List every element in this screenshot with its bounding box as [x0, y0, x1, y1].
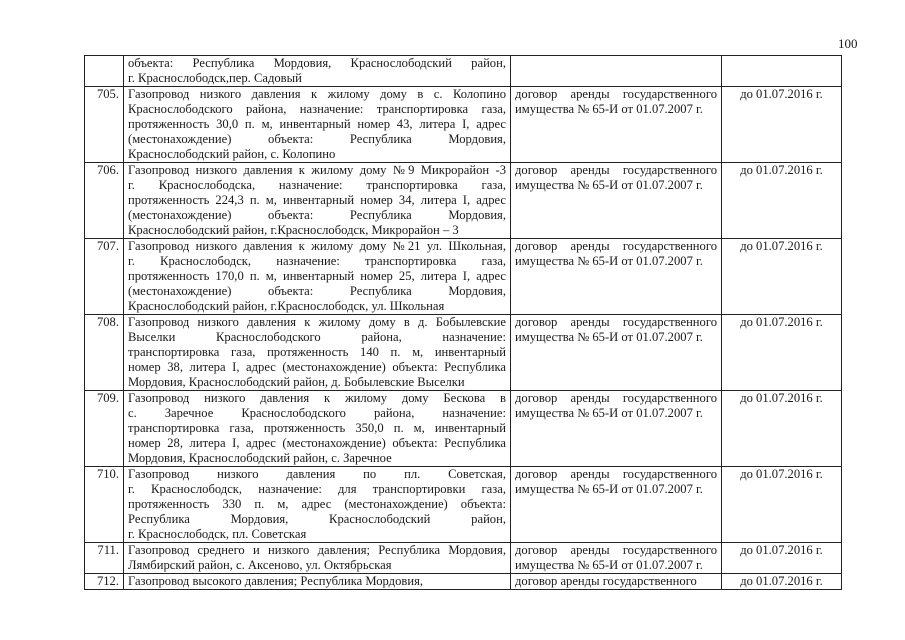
contract-basis [511, 315, 722, 391]
description-line: номер 28, литера I, адрес (местонахождение) объекта: Республика [128, 436, 506, 450]
basis-line: имущества № 65-И от 01.07.2007 г. [515, 178, 703, 192]
description-line: г. Краснослободск, назначение: для транспортировки газа, [128, 482, 506, 496]
term-date: до 01.07.2016 г. [722, 239, 842, 315]
description-line: г. Краснослободск,пер. Садовый [128, 71, 302, 85]
description-line: Краснослободский район, г.Краснослободск, ул. Школьная [128, 299, 445, 313]
contract-basis [511, 391, 722, 467]
basis-line: договор аренды государственного [515, 87, 717, 101]
row-number: 709. [85, 391, 124, 467]
term-date: до 01.07.2016 г. [722, 163, 842, 239]
object-description [124, 467, 511, 543]
description-line: Краснослободский район, г.Краснослободск, Микрорайон – 3 [128, 223, 459, 237]
description-line: Мордовия, Краснослободский район, д. Бобылевские Выселки [128, 375, 465, 389]
object-description [124, 239, 511, 315]
description-line: Республика Мордовия, Краснослободский район, [128, 512, 506, 526]
basis-line: имущества № 65-И от 01.07.2007 г. [515, 558, 703, 572]
basis-line: договор аренды государственного [515, 315, 717, 329]
object-description [124, 574, 511, 590]
description-line: г. Краснослободска, назначение: транспортировка газа, [128, 178, 506, 192]
description-line: Газопровод низкого давления по пл. Советская, [128, 467, 506, 481]
table-row [85, 163, 842, 239]
object-description [124, 56, 511, 87]
description-line: Газопровод среднего и низкого давления; Республика Мордовия, [128, 543, 506, 557]
contract-basis [511, 163, 722, 239]
description-line: Газопровод низкого давления к жилому дому №21 ул. Школьная, [128, 239, 506, 253]
description-line: транспортировка газа, протяженность 350,0 п. м, инвентарный [128, 421, 506, 435]
description-line: (местонахождение) объекта: Республика Мордовия, [128, 284, 506, 298]
table-row [85, 543, 842, 574]
table-row [85, 467, 842, 543]
description-line: Выселки Краснослободского района, назначение: [128, 330, 506, 344]
term-date: до 01.07.2016 г. [722, 87, 842, 163]
description-line: объекта: Республика Мордовия, Краснослободский район, [128, 56, 506, 70]
description-line: (местонахождение) объекта: Республика Мордовия, [128, 132, 506, 146]
row-number: 708. [85, 315, 124, 391]
description-line: протяженность 224,3 п. м, инвентарный номер 34, литера I, адрес [128, 193, 506, 207]
description-line: Краснослободский район, с. Колопино [128, 147, 336, 161]
contract-basis [511, 239, 722, 315]
basis-line: имущества № 65-И от 01.07.2007 г. [515, 254, 703, 268]
basis-line: имущества № 65-И от 01.07.2007 г. [515, 482, 703, 496]
term-date [722, 56, 842, 87]
page-number: 100 [838, 36, 858, 51]
term-date: до 01.07.2016 г. [722, 543, 842, 574]
table-row [85, 574, 842, 590]
contract-basis [511, 87, 722, 163]
row-number [85, 56, 124, 87]
description-line: Мордовия, Краснослободский район, с. Заречное [128, 451, 392, 465]
description-line: Газопровод низкого давления к жилому дому в с. Колопино [128, 87, 506, 101]
registry-body [85, 56, 842, 590]
description-line: г. Краснослободск, назначение: транспортировка газа, [128, 254, 506, 268]
basis-line: имущества № 65-И от 01.07.2007 г. [515, 330, 703, 344]
table-row [85, 391, 842, 467]
basis-line: имущества № 65-И от 01.07.2007 г. [515, 102, 703, 116]
description-line: протяженность 170,0 п. м, инвентарный номер 25, литера I, адрес [128, 269, 506, 283]
description-line: (местонахождение) объекта: Республика Мордовия, [128, 208, 506, 222]
table-row [85, 315, 842, 391]
object-description [124, 315, 511, 391]
contract-basis [511, 543, 722, 574]
description-line: Газопровод низкого давления к жилому дому Бескова в [128, 391, 506, 405]
description-line: протяженность 330 п. м, адрес (местонахождение) объекта: [128, 497, 506, 511]
term-date: до 01.07.2016 г. [722, 574, 842, 590]
basis-line: договор аренды государственного [515, 391, 717, 405]
object-description [124, 543, 511, 574]
object-description [124, 391, 511, 467]
description-line: транспортировка газа, протяженность 140 п. м, инвентарный [128, 345, 506, 359]
contract-basis [511, 56, 722, 87]
table-row [85, 56, 842, 87]
object-description [124, 87, 511, 163]
description-line: протяженность 30,0 п. м, инвентарный номер 43, литера I, адрес [128, 117, 506, 131]
row-number: 710. [85, 467, 124, 543]
term-date: до 01.07.2016 г. [722, 391, 842, 467]
row-number: 712. [85, 574, 124, 590]
description-line: г. Краснослободск, пл. Советская [128, 527, 307, 541]
contract-basis [511, 574, 722, 590]
row-number: 705. [85, 87, 124, 163]
description-line: с. Заречное Краснослободского района, назначение: [128, 406, 506, 420]
description-line: номер 38, литера I, адрес (местонахождение) объекта: Республика [128, 360, 506, 374]
contract-basis [511, 467, 722, 543]
property-registry-table [84, 55, 842, 590]
description-line: Лямбирский район, с. Аксеново, ул. Октябрьская [128, 558, 392, 572]
description-line: Газопровод низкого давления к жилому дому в д. Бобылевские [128, 315, 506, 329]
row-number: 706. [85, 163, 124, 239]
basis-line: договор аренды государственного [515, 163, 717, 177]
table-row [85, 239, 842, 315]
basis-line: договор аренды государственного [515, 239, 717, 253]
row-number: 707. [85, 239, 124, 315]
object-description [124, 163, 511, 239]
basis-line: имущества № 65-И от 01.07.2007 г. [515, 406, 703, 420]
description-line: Газопровод высокого давления; Республика Мордовия, [128, 574, 424, 588]
row-number: 711. [85, 543, 124, 574]
table-row [85, 87, 842, 163]
description-line: Краснослободского района, назначение: транспортировка газа, [128, 102, 506, 116]
description-line: Газопровод низкого давления к жилому дому №9 Микрорайон -3 [128, 163, 506, 177]
basis-line: договор аренды государственного [515, 543, 717, 557]
term-date: до 01.07.2016 г. [722, 315, 842, 391]
term-date: до 01.07.2016 г. [722, 467, 842, 543]
basis-line: договор аренды государственного [515, 467, 717, 481]
basis-line: договор аренды государственного [515, 574, 697, 588]
